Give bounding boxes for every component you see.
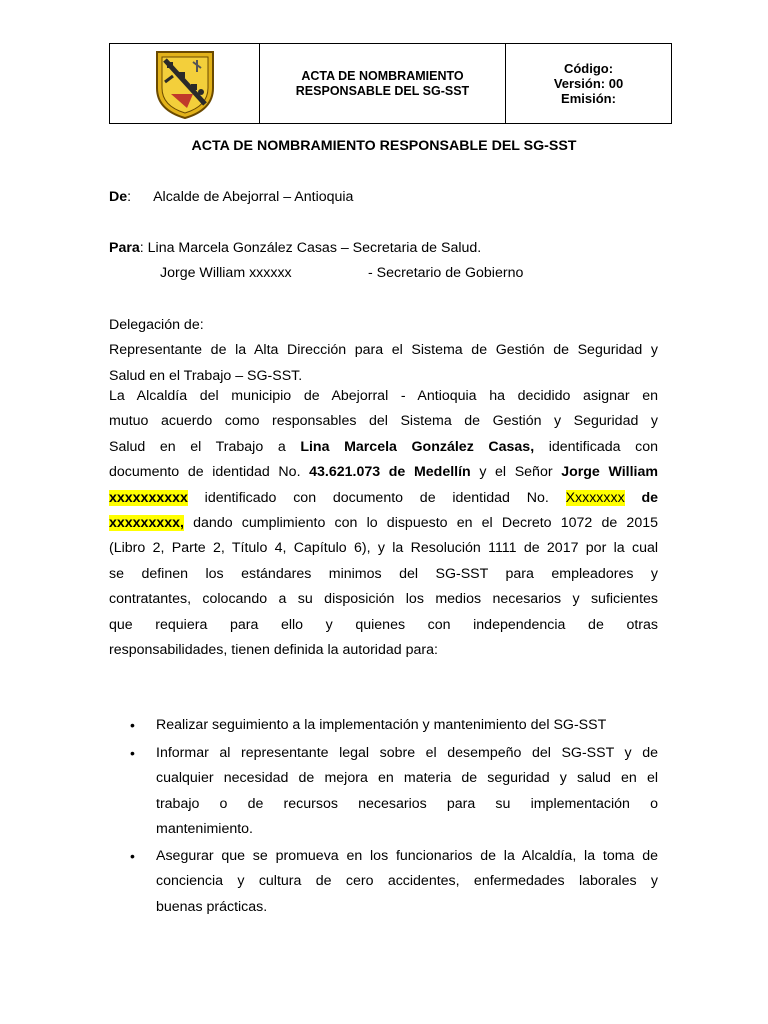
document-title: ACTA DE NOMBRAMIENTO RESPONSABLE DEL SG-SST bbox=[191, 138, 577, 154]
jorge-name: Jorge William bbox=[561, 464, 658, 481]
para-label: Para bbox=[109, 240, 140, 256]
bullet-icon: • bbox=[130, 745, 135, 761]
delegacion-line2: Salud en el Trabajo – SG-SST. bbox=[109, 367, 303, 384]
redacted-id: Xxxxxxxx bbox=[565, 489, 625, 506]
bullet-item-1: • Realizar seguimiento a la implementación y mantenimiento del SG-SST bbox=[156, 713, 658, 738]
emision-label: Emisión: bbox=[561, 91, 616, 106]
header-title-line1: ACTA DE NOMBRAMIENTO bbox=[301, 68, 464, 83]
body-line: Salud en el Trabajo a Lina Marcela González Casas, identificada con bbox=[109, 438, 658, 455]
header-title-cell bbox=[260, 44, 506, 124]
redacted-surname: xxxxxxxxxx bbox=[109, 489, 188, 506]
para-line1: : Lina Marcela González Casas – Secretaria de Salud. bbox=[139, 240, 482, 256]
codigo-label: Código: bbox=[563, 61, 614, 76]
version-label: Versión: 00 bbox=[553, 76, 624, 91]
document-header-table bbox=[109, 43, 672, 124]
header-meta-cell bbox=[506, 44, 672, 124]
lina-name: Lina Marcela González Casas, bbox=[300, 438, 535, 455]
de-label: De bbox=[109, 189, 128, 205]
redacted-city: xxxxxxxxx, bbox=[109, 515, 184, 532]
bullet-item-2: • Informar al representante legal sobre el desempeño del SG-SST y de cualquier necesidad de mejora en materia de seguridad y salud en el trabajo o de recursos necesarios para su implementación o mantenimiento. bbox=[156, 741, 658, 843]
de-colon: : bbox=[127, 189, 132, 205]
delegacion-label: Delegación de: bbox=[109, 317, 204, 333]
body-line: mutuo acuerdo como responsables del Sistema de Gestión y Seguridad y bbox=[109, 413, 658, 430]
bullet-icon: • bbox=[130, 717, 135, 733]
body-line: (Libro 2, Parte 2, Título 4, Capítulo 6), y la Resolución 1111 de 2017 por la cual bbox=[109, 540, 658, 557]
lina-id: 43.621.073 de Medellín bbox=[309, 464, 471, 481]
para-line bbox=[109, 240, 481, 256]
de-line bbox=[109, 189, 353, 205]
bullet-icon: • bbox=[130, 848, 135, 864]
body-line: documento de identidad No. 43.621.073 de Medellín y el Señor Jorge William bbox=[109, 464, 658, 481]
delegacion-block bbox=[109, 313, 658, 389]
para-role2: - Secretario de Gobierno bbox=[368, 265, 524, 281]
body-line: que requiera para ello y quienes con independencia de otras bbox=[109, 616, 658, 633]
para-line2 bbox=[160, 265, 292, 281]
de-value: Alcalde de Abejorral – Antioquia bbox=[153, 189, 354, 205]
body-line: La Alcaldía del municipio de Abejorral - Antioquia ha decidido asignar en bbox=[109, 388, 658, 404]
para-role2-line bbox=[368, 265, 523, 281]
body-line: responsabilidades, tienen definida la autoridad para: bbox=[109, 642, 438, 659]
logo-cell bbox=[110, 44, 260, 124]
body-line: se definen los estándares minimos del SG-SST para empleadores y bbox=[109, 565, 658, 582]
body-line: xxxxxxxxx, dando cumplimiento con lo dispuesto en el Decreto 1072 de 2015 bbox=[109, 515, 658, 532]
body-line: contratantes, colocando a su disposición los medios necesarios y suficientes bbox=[109, 591, 658, 608]
para-name2: Jorge William xxxxxx bbox=[160, 265, 292, 281]
body-line: xxxxxxxxxx identificado con documento de identidad No. Xxxxxxxx de bbox=[109, 489, 659, 506]
body-paragraph bbox=[109, 384, 658, 663]
header-title-line2: RESPONSABLE DEL SG-SST bbox=[295, 83, 470, 98]
bullet-item-3: • Asegurar que se promueva en los funcionarios de la Alcaldía, la toma de conciencia y cultura de cero accidentes, enfermedades laborales y buenas prácticas. bbox=[156, 844, 658, 920]
municipal-coat-of-arms-icon bbox=[153, 48, 217, 120]
delegacion-line1: Representante de la Alta Dirección para el Sistema de Gestión de Seguridad y bbox=[109, 342, 658, 359]
